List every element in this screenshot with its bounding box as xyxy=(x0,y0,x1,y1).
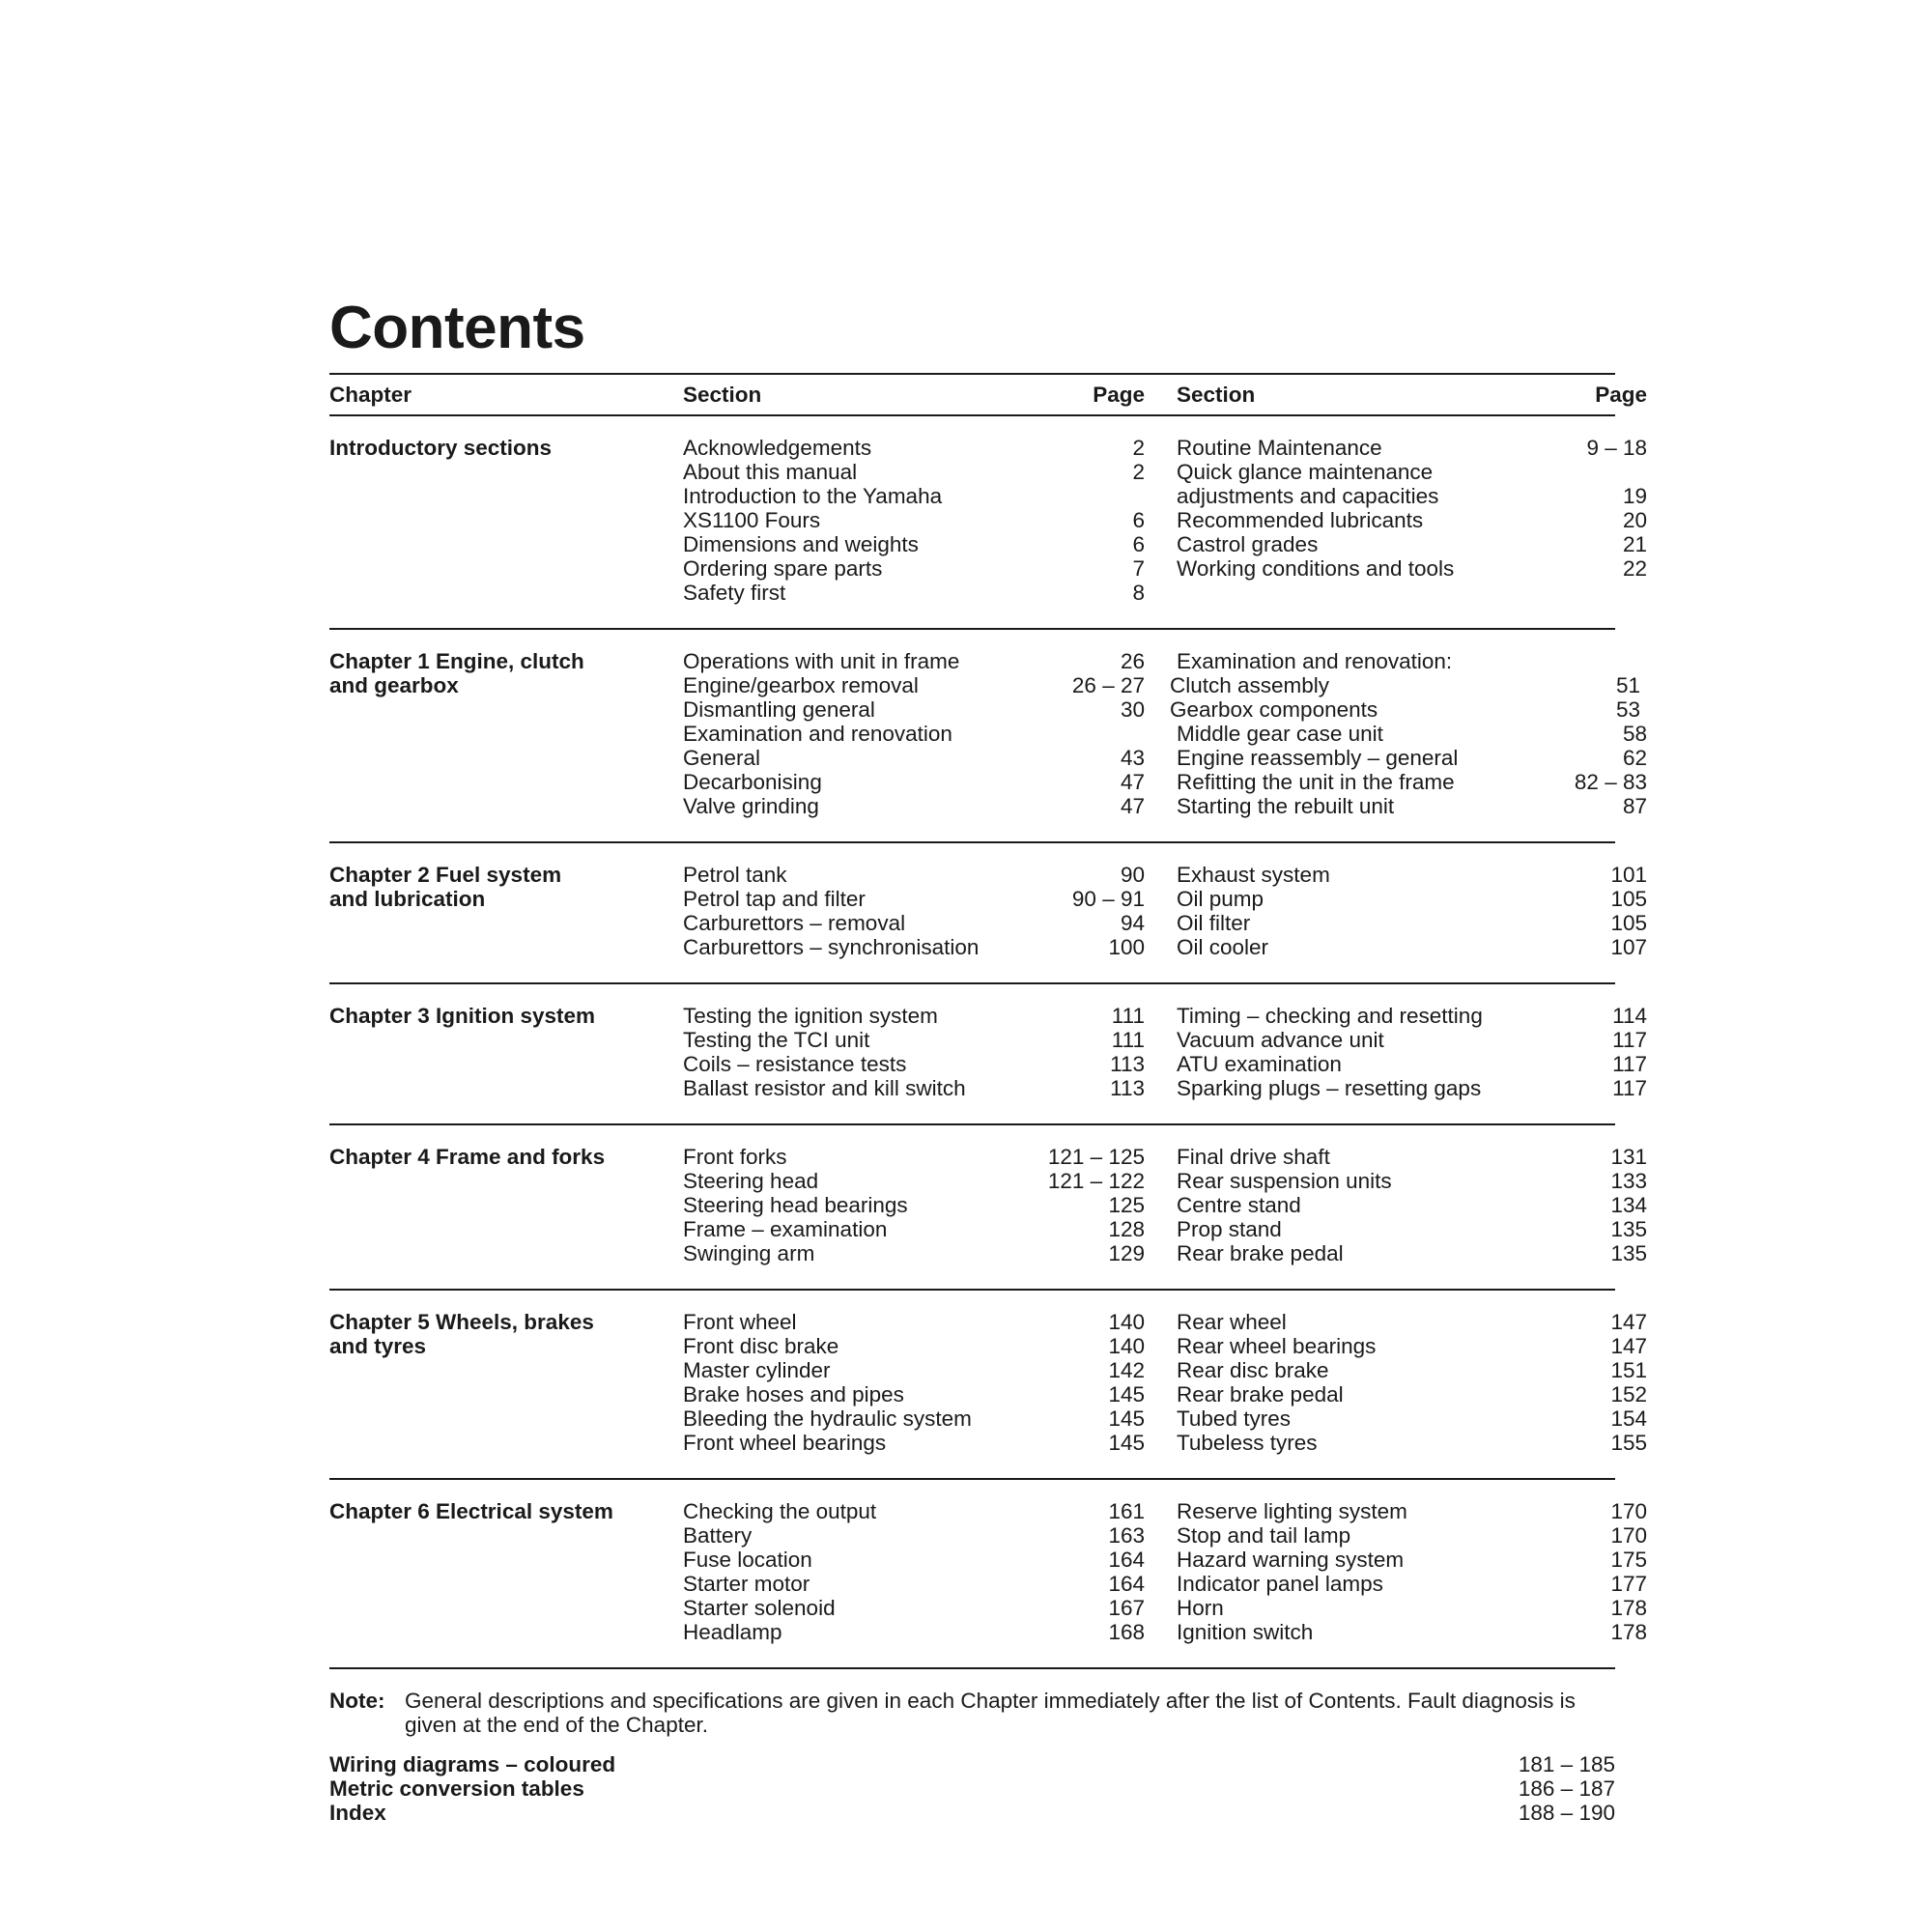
section-title: Introduction to the Yamaha xyxy=(683,484,943,508)
page-number: 147 xyxy=(1610,1334,1647,1358)
section-entry xyxy=(1145,649,1647,673)
section-title: Engine reassembly – general xyxy=(1177,746,1459,770)
page-number: 121 – 125 xyxy=(1047,1145,1145,1169)
section-title: Oil pump xyxy=(1177,887,1264,911)
page-number: 135 xyxy=(1610,1217,1647,1241)
section-entry xyxy=(683,746,1145,770)
right-section-list xyxy=(1145,436,1647,605)
section-entry xyxy=(683,673,1145,697)
section-title: Reserve lighting system xyxy=(1177,1499,1407,1523)
section-title: Carburettors – synchronisation xyxy=(683,935,980,959)
section-entry xyxy=(683,1523,1145,1548)
section-entry xyxy=(683,581,1145,605)
page-number: 113 xyxy=(1110,1052,1145,1076)
section-entry xyxy=(683,1145,1145,1169)
section-entry xyxy=(683,1004,1145,1028)
page-number: 135 xyxy=(1610,1241,1647,1265)
extra-pages: 188 – 190 xyxy=(1518,1801,1615,1825)
section-title: Valve grinding xyxy=(683,794,819,818)
section-title: Vacuum advance unit xyxy=(1177,1028,1384,1052)
section-entry xyxy=(683,484,1145,508)
page-number: 26 xyxy=(1120,649,1145,673)
section-title: Headlamp xyxy=(683,1620,782,1644)
section-entry xyxy=(683,460,1145,484)
section-entry xyxy=(1145,1358,1647,1382)
note xyxy=(329,1689,1615,1737)
section-entry xyxy=(1145,436,1647,460)
chapter-block xyxy=(329,863,1647,984)
right-section-list xyxy=(1145,1499,1647,1644)
page-number: 8 xyxy=(1132,581,1145,605)
header-section-left: Section xyxy=(683,383,762,407)
section-entry xyxy=(1145,1620,1647,1644)
section-entry xyxy=(1145,1169,1647,1193)
section-entry xyxy=(1145,460,1647,484)
section-entry xyxy=(683,1596,1145,1620)
page-number: 53 xyxy=(1615,697,1640,722)
section-entry xyxy=(1145,794,1647,818)
section-title: adjustments and capacities xyxy=(1177,484,1439,508)
section-title: Steering head xyxy=(683,1169,819,1193)
section-entry xyxy=(1145,1241,1647,1265)
chapter-name: Chapter 1 Engine, clutch and gearbox xyxy=(329,649,584,697)
right-section-list xyxy=(1145,649,1647,818)
page-number: 2 xyxy=(1132,460,1145,484)
section-entry xyxy=(683,1169,1145,1193)
section-title: ATU examination xyxy=(1177,1052,1342,1076)
page-number: 111 xyxy=(1111,1028,1145,1052)
section-entry xyxy=(683,1052,1145,1076)
section-entry xyxy=(1145,1193,1647,1217)
section-title: Bleeding the hydraulic system xyxy=(683,1406,972,1431)
page-number: 43 xyxy=(1120,746,1145,770)
page-number: 26 – 27 xyxy=(1071,673,1145,697)
page-number: 6 xyxy=(1132,532,1145,556)
page-number: 87 xyxy=(1622,794,1647,818)
section-entry xyxy=(683,1499,1145,1523)
header-section-right: Section xyxy=(1177,383,1256,407)
section-entry xyxy=(683,1334,1145,1358)
page-number: 147 xyxy=(1610,1310,1647,1334)
page-number: 82 – 83 xyxy=(1574,770,1647,794)
section-entry xyxy=(683,1358,1145,1382)
page-number: 47 xyxy=(1120,770,1145,794)
section-title: Acknowledgements xyxy=(683,436,872,460)
chapter-row xyxy=(329,649,1647,818)
page-number: 161 xyxy=(1108,1499,1145,1523)
chapter-block xyxy=(329,1310,1647,1480)
section-entry xyxy=(1145,697,1647,722)
section-entry xyxy=(1145,508,1647,532)
section-title: Recommended lubricants xyxy=(1177,508,1424,532)
section-entry xyxy=(1145,532,1647,556)
extra-entry xyxy=(329,1752,1615,1776)
section-entry xyxy=(1145,1523,1647,1548)
section-entry xyxy=(683,1572,1145,1596)
note-label: Note: xyxy=(329,1689,385,1713)
section-title: Sparking plugs – resetting gaps xyxy=(1177,1076,1482,1100)
section-entry xyxy=(683,1076,1145,1100)
page-number: 121 – 122 xyxy=(1047,1169,1145,1193)
section-entry xyxy=(1145,556,1647,581)
section-title: Indicator panel lamps xyxy=(1177,1572,1383,1596)
section-entry xyxy=(1145,1028,1647,1052)
section-title: Working conditions and tools xyxy=(1177,556,1455,581)
section-title: Rear disc brake xyxy=(1177,1358,1329,1382)
page-number: 145 xyxy=(1108,1406,1145,1431)
section-entry xyxy=(1145,911,1647,935)
section-title: Petrol tank xyxy=(683,863,787,887)
page-number: 30 xyxy=(1120,697,1145,722)
chapter-name: Introductory sections xyxy=(329,436,553,460)
section-entry xyxy=(683,1548,1145,1572)
section-title: Steering head bearings xyxy=(683,1193,908,1217)
section-entry xyxy=(683,1028,1145,1052)
section-entry xyxy=(1145,722,1647,746)
chapter-name: Chapter 4 Frame and forks xyxy=(329,1145,606,1169)
section-title: Checking the output xyxy=(683,1499,877,1523)
section-title: Front wheel bearings xyxy=(683,1431,887,1455)
page-number: 170 xyxy=(1610,1499,1647,1523)
page-number: 2 xyxy=(1132,436,1145,460)
page-number: 90 xyxy=(1120,863,1145,887)
right-section-list xyxy=(1145,1310,1647,1455)
section-entry xyxy=(1145,1310,1647,1334)
page-number xyxy=(1544,649,1647,673)
page-number: 170 xyxy=(1610,1523,1647,1548)
page-number: 177 xyxy=(1610,1572,1647,1596)
page-number: 21 xyxy=(1622,532,1647,556)
section-title: Front disc brake xyxy=(683,1334,839,1358)
section-entry xyxy=(683,1406,1145,1431)
section-entry xyxy=(1145,1004,1647,1028)
section-title: Starter motor xyxy=(683,1572,810,1596)
section-entry xyxy=(683,1431,1145,1455)
page-number: 151 xyxy=(1610,1358,1647,1382)
section-entry xyxy=(1145,770,1647,794)
page-number: 140 xyxy=(1108,1310,1145,1334)
page-number: 152 xyxy=(1610,1382,1647,1406)
section-entry xyxy=(1145,1334,1647,1358)
header-page-left: Page xyxy=(1093,383,1145,407)
chapter-row xyxy=(329,436,1647,605)
page-number: 117 xyxy=(1612,1028,1647,1052)
page-number: 178 xyxy=(1610,1596,1647,1620)
section-entry xyxy=(683,1241,1145,1265)
page-number: 114 xyxy=(1612,1004,1647,1028)
section-title: Rear brake pedal xyxy=(1177,1241,1344,1265)
section-entry xyxy=(1145,1499,1647,1523)
left-section-list xyxy=(683,1145,1145,1265)
page-number: 90 – 91 xyxy=(1071,887,1145,911)
page-number: 145 xyxy=(1108,1382,1145,1406)
chapter-block xyxy=(329,649,1647,843)
section-title: Oil cooler xyxy=(1177,935,1269,959)
section-title: Carburettors – removal xyxy=(683,911,906,935)
section-title: Tubeless tyres xyxy=(1177,1431,1318,1455)
section-title: Examination and renovation xyxy=(683,722,952,746)
page-number xyxy=(1038,722,1145,746)
section-entry xyxy=(1145,1596,1647,1620)
page-number: 129 xyxy=(1108,1241,1145,1265)
page-number xyxy=(1038,484,1145,508)
page-number: 22 xyxy=(1622,556,1647,581)
chapter-row xyxy=(329,1145,1647,1265)
page-number: 105 xyxy=(1610,887,1647,911)
section-title: Ordering spare parts xyxy=(683,556,883,581)
chapter-name: Chapter 3 Ignition system xyxy=(329,1004,596,1028)
page-number: 125 xyxy=(1108,1193,1145,1217)
chapter-block xyxy=(329,1145,1647,1291)
section-entry xyxy=(1145,1217,1647,1241)
chapter-list xyxy=(329,436,1647,1669)
section-entry xyxy=(1145,1052,1647,1076)
section-title: Quick glance maintenance xyxy=(1177,460,1434,484)
page-number: 100 xyxy=(1108,935,1145,959)
left-section-list xyxy=(683,649,1145,818)
page-number: 47 xyxy=(1120,794,1145,818)
section-entry xyxy=(683,508,1145,532)
chapter-block xyxy=(329,1499,1647,1669)
section-title: Fuse location xyxy=(683,1548,812,1572)
section-entry xyxy=(1145,1406,1647,1431)
left-section-list xyxy=(683,1499,1145,1644)
section-entry xyxy=(1145,746,1647,770)
section-title: General xyxy=(683,746,761,770)
page-number: 94 xyxy=(1120,911,1145,935)
page-number: 20 xyxy=(1622,508,1647,532)
left-section-list xyxy=(683,1310,1145,1455)
section-entry xyxy=(1145,935,1647,959)
section-title: Brake hoses and pipes xyxy=(683,1382,904,1406)
section-entry xyxy=(683,556,1145,581)
contents-page xyxy=(329,290,1647,1825)
page-number: 134 xyxy=(1610,1193,1647,1217)
section-title: Gearbox components xyxy=(1170,697,1378,722)
header-chapter: Chapter xyxy=(329,383,412,407)
page-number: 140 xyxy=(1108,1334,1145,1358)
page-number: 164 xyxy=(1108,1548,1145,1572)
section-title: Swinging arm xyxy=(683,1241,815,1265)
page-number xyxy=(1544,460,1647,484)
section-title: Ignition switch xyxy=(1177,1620,1314,1644)
note-text: General descriptions and specifications are given in each Chapter immediately after the list of Contents. Fault diagnosis is given at the end of the Chapter. xyxy=(405,1689,1576,1737)
section-title: Starter solenoid xyxy=(683,1596,836,1620)
section-title: Rear suspension units xyxy=(1177,1169,1392,1193)
section-entry xyxy=(1145,887,1647,911)
page-number: 7 xyxy=(1132,556,1145,581)
chapter-block xyxy=(329,1004,1647,1125)
page-number: 164 xyxy=(1108,1572,1145,1596)
section-entry xyxy=(683,935,1145,959)
section-title: Clutch assembly xyxy=(1170,673,1330,697)
chapter-row xyxy=(329,1499,1647,1644)
extra-entry xyxy=(329,1776,1615,1801)
right-section-list xyxy=(1145,1145,1647,1265)
page-number: 131 xyxy=(1610,1145,1647,1169)
section-entry xyxy=(683,863,1145,887)
section-entry xyxy=(1145,1382,1647,1406)
page-number: 107 xyxy=(1610,935,1647,959)
section-title: Horn xyxy=(1177,1596,1224,1620)
section-entry xyxy=(1145,1431,1647,1455)
page-number: 117 xyxy=(1612,1052,1647,1076)
header-row xyxy=(329,375,1647,416)
section-title: Stop and tail lamp xyxy=(1177,1523,1351,1548)
section-title: Petrol tap and filter xyxy=(683,887,866,911)
page-number: 154 xyxy=(1610,1406,1647,1431)
page-number: 142 xyxy=(1108,1358,1145,1382)
section-entry xyxy=(683,1193,1145,1217)
section-title: Front wheel xyxy=(683,1310,797,1334)
chapter-row xyxy=(329,863,1647,959)
section-title: Safety first xyxy=(683,581,786,605)
page-number: 101 xyxy=(1610,863,1647,887)
section-entry xyxy=(1145,484,1647,508)
section-entry xyxy=(683,1217,1145,1241)
section-entry xyxy=(1145,863,1647,887)
section-title: Centre stand xyxy=(1177,1193,1301,1217)
section-title: Decarbonising xyxy=(683,770,822,794)
extra-pages: 186 – 187 xyxy=(1518,1776,1615,1801)
section-title: Rear brake pedal xyxy=(1177,1382,1344,1406)
section-entry xyxy=(1145,673,1647,697)
section-entry xyxy=(683,436,1145,460)
page-number: 58 xyxy=(1622,722,1647,746)
extra-entry xyxy=(329,1801,1615,1825)
section-entry xyxy=(1145,1076,1647,1100)
section-entry xyxy=(683,1382,1145,1406)
section-entry xyxy=(1145,1572,1647,1596)
section-title: Rear wheel bearings xyxy=(1177,1334,1377,1358)
page-number: 111 xyxy=(1111,1004,1145,1028)
section-title: Ballast resistor and kill switch xyxy=(683,1076,966,1100)
section-title: Exhaust system xyxy=(1177,863,1330,887)
section-title: Dimensions and weights xyxy=(683,532,919,556)
extra-title: Wiring diagrams – coloured xyxy=(329,1752,616,1776)
section-title: Testing the TCI unit xyxy=(683,1028,870,1052)
section-title: Prop stand xyxy=(1177,1217,1282,1241)
page-number: 51 xyxy=(1615,673,1640,697)
section-entry xyxy=(683,532,1145,556)
section-title: About this manual xyxy=(683,460,858,484)
page-number: 167 xyxy=(1108,1596,1145,1620)
page-title: Contents xyxy=(329,295,585,361)
chapter-name: Chapter 6 Electrical system xyxy=(329,1499,613,1523)
section-entry xyxy=(1145,1548,1647,1572)
page-number: 113 xyxy=(1110,1076,1145,1100)
page-number: 117 xyxy=(1612,1076,1647,1100)
page-number: 9 – 18 xyxy=(1586,436,1647,460)
section-title: Frame – examination xyxy=(683,1217,888,1241)
extra-pages: 181 – 185 xyxy=(1518,1752,1615,1776)
page-number: 175 xyxy=(1610,1548,1647,1572)
chapter-block xyxy=(329,436,1647,630)
page-number: 62 xyxy=(1622,746,1647,770)
section-title: Castrol grades xyxy=(1177,532,1319,556)
section-title: Refitting the unit in the frame xyxy=(1177,770,1455,794)
section-title: Master cylinder xyxy=(683,1358,831,1382)
right-section-list xyxy=(1145,1004,1647,1100)
section-entry xyxy=(683,649,1145,673)
section-title: Starting the rebuilt unit xyxy=(1177,794,1395,818)
section-entry xyxy=(683,770,1145,794)
chapter-name: Chapter 2 Fuel system and lubrication xyxy=(329,863,562,911)
left-section-list xyxy=(683,863,1145,959)
section-title: Dismantling general xyxy=(683,697,875,722)
page-number: 6 xyxy=(1132,508,1145,532)
section-title: Final drive shaft xyxy=(1177,1145,1330,1169)
page-number: 105 xyxy=(1610,911,1647,935)
section-title: Middle gear case unit xyxy=(1177,722,1383,746)
left-section-list xyxy=(683,436,1145,605)
section-title: Coils – resistance tests xyxy=(683,1052,907,1076)
section-title: Battery xyxy=(683,1523,753,1548)
extra-title: Metric conversion tables xyxy=(329,1776,584,1801)
section-title: Timing – checking and resetting xyxy=(1177,1004,1483,1028)
section-title: Front forks xyxy=(683,1145,787,1169)
section-title: Routine Maintenance xyxy=(1177,436,1382,460)
right-section-list xyxy=(1145,863,1647,959)
section-title: Testing the ignition system xyxy=(683,1004,938,1028)
section-entry xyxy=(683,911,1145,935)
extra-title: Index xyxy=(329,1801,386,1825)
page-number: 19 xyxy=(1622,484,1647,508)
section-title: Operations with unit in frame xyxy=(683,649,960,673)
section-title: Rear wheel xyxy=(1177,1310,1287,1334)
page-number: 155 xyxy=(1610,1431,1647,1455)
page-number: 128 xyxy=(1108,1217,1145,1241)
section-title: Examination and renovation: xyxy=(1177,649,1453,673)
section-entry xyxy=(1145,1145,1647,1169)
section-title: XS1100 Fours xyxy=(683,508,821,532)
section-title: Tubed tyres xyxy=(1177,1406,1291,1431)
page-number: 178 xyxy=(1610,1620,1647,1644)
section-entry xyxy=(683,794,1145,818)
header-page-right: Page xyxy=(1595,383,1647,407)
chapter-name: Chapter 5 Wheels, brakes and tyres xyxy=(329,1310,594,1358)
page-number: 163 xyxy=(1108,1523,1145,1548)
section-entry xyxy=(683,1620,1145,1644)
left-section-list xyxy=(683,1004,1145,1100)
page-number: 145 xyxy=(1108,1431,1145,1455)
chapter-row xyxy=(329,1004,1647,1100)
section-entry xyxy=(683,722,1145,746)
section-title: Hazard warning system xyxy=(1177,1548,1405,1572)
section-entry xyxy=(683,1310,1145,1334)
section-title: Oil filter xyxy=(1177,911,1251,935)
section-entry xyxy=(683,887,1145,911)
section-entry xyxy=(683,697,1145,722)
page-number: 168 xyxy=(1108,1620,1145,1644)
page-number: 133 xyxy=(1610,1169,1647,1193)
section-title: Engine/gearbox removal xyxy=(683,673,919,697)
chapter-row xyxy=(329,1310,1647,1455)
extras-list xyxy=(329,1752,1615,1825)
